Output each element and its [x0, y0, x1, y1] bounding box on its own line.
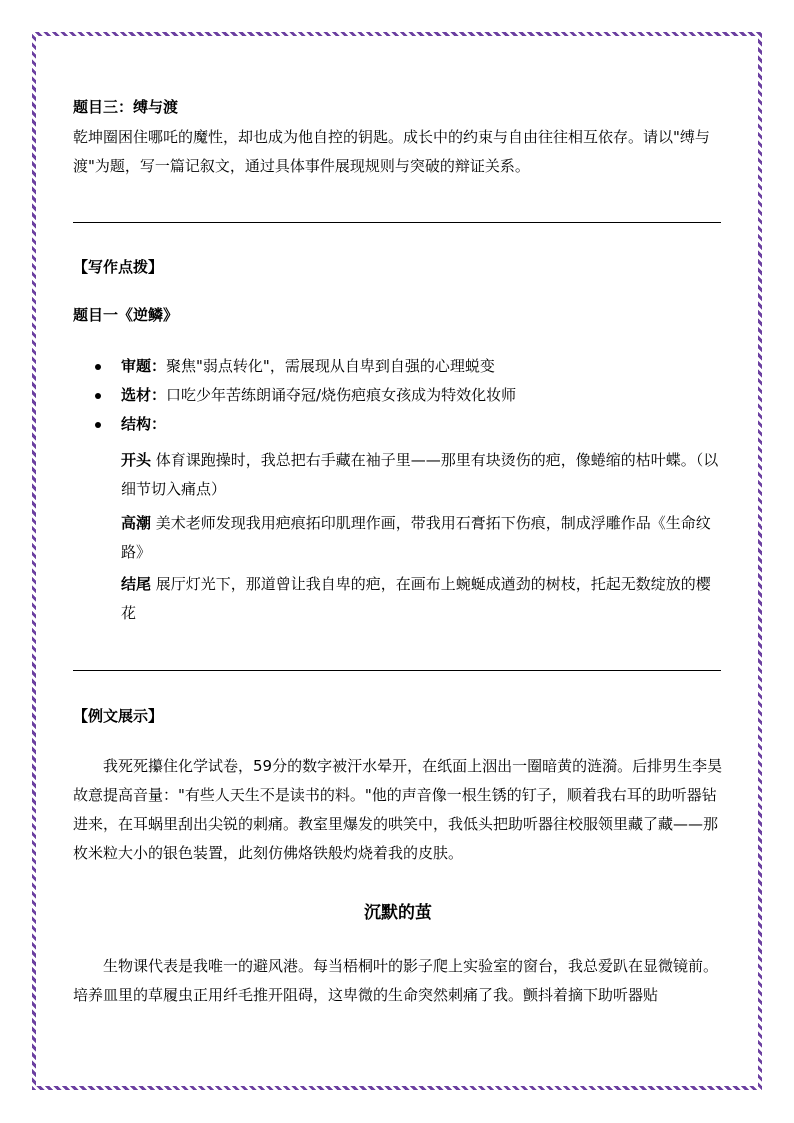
- guide-item-text: 聚焦"弱点转化"，需展现从自卑到自强的心理蜕变: [166, 357, 495, 375]
- structure-ending: [121, 570, 723, 628]
- example-paragraph: 我死死攥住化学试卷，59分的数字被汗水晕开，在纸面上洇出一圈暗黄的涟漪。后排男生李昊故意提高音量："有些人天生不是读书的料。"他的声音像一根生锈的钉子，顺着我右耳的助听器钻进来，在耳蜗里刮出尖锐的刺痛。教室里爆发的哄笑中，我低头把助听器往校服领里藏了藏——那枚米粒大小的银色装置，此刻仿佛烙铁般灼烧着我的皮肤。: [73, 757, 723, 862]
- divider: [73, 670, 721, 671]
- topic3-body: 乾坤圈困住哪吒的魔性，却也成为他自控的钥匙。成长中的约束与自由往往相互依存。请以"缚与渡"为题，写一篇记叙文，通过具体事件展现规则与突破的辩证关系。: [73, 128, 710, 175]
- guide-item-label: 选材：: [121, 386, 167, 404]
- bullet-icon: [95, 422, 101, 428]
- structure-text: 展厅灯光下，那道曾让我自卑的疤，在画布上蜿蜒成遒劲的树枝，托起无数绽放的樱花: [121, 575, 711, 622]
- guide-heading: 【写作点拨】: [73, 258, 164, 276]
- guide-item-label: 审题：: [121, 357, 167, 375]
- structure-label: 高潮: [121, 514, 152, 532]
- guide-item: [121, 352, 723, 381]
- structure-label: 结尾: [121, 575, 152, 593]
- structure-label: 开头: [121, 451, 152, 469]
- structure-text: 美术老师发现我用疤痕拓印肌理作画，带我用石膏拓下伤痕，制成浮雕作品《生命纹路》: [121, 514, 711, 561]
- topic3-title: 题目三：缚与渡: [73, 98, 179, 116]
- essay-title: 沉默的茧: [364, 903, 432, 923]
- structure-climax: [121, 509, 723, 567]
- guide-item-label: 结构：: [121, 415, 167, 433]
- guide-item: [121, 410, 723, 439]
- structure-opening: [121, 446, 723, 504]
- bullet-icon: [95, 364, 101, 370]
- bullet-icon: [95, 393, 101, 399]
- example-heading: 【例文展示】: [73, 707, 164, 725]
- guide-item: [121, 381, 723, 410]
- essay-paragraph: 生物课代表是我唯一的避风港。每当梧桐叶的影子爬上实验室的窗台，我总爱趴在显微镜前。培养皿里的草履虫正用纤毛推开阻碍，这卑微的生命突然刺痛了我。颤抖着摘下助听器贴: [73, 957, 719, 1004]
- guide-item-text: 口吃少年苦练朗诵夺冠/烧伤疤痕女孩成为特效化妆师: [166, 386, 517, 404]
- structure-text: 体育课跑操时，我总把右手藏在袖子里——那里有块烫伤的疤，像蜷缩的枯叶蝶。（以细节切入痛点）: [121, 451, 719, 498]
- guide-topic-title: 题目一《逆鳞》: [73, 306, 179, 324]
- divider: [73, 222, 721, 223]
